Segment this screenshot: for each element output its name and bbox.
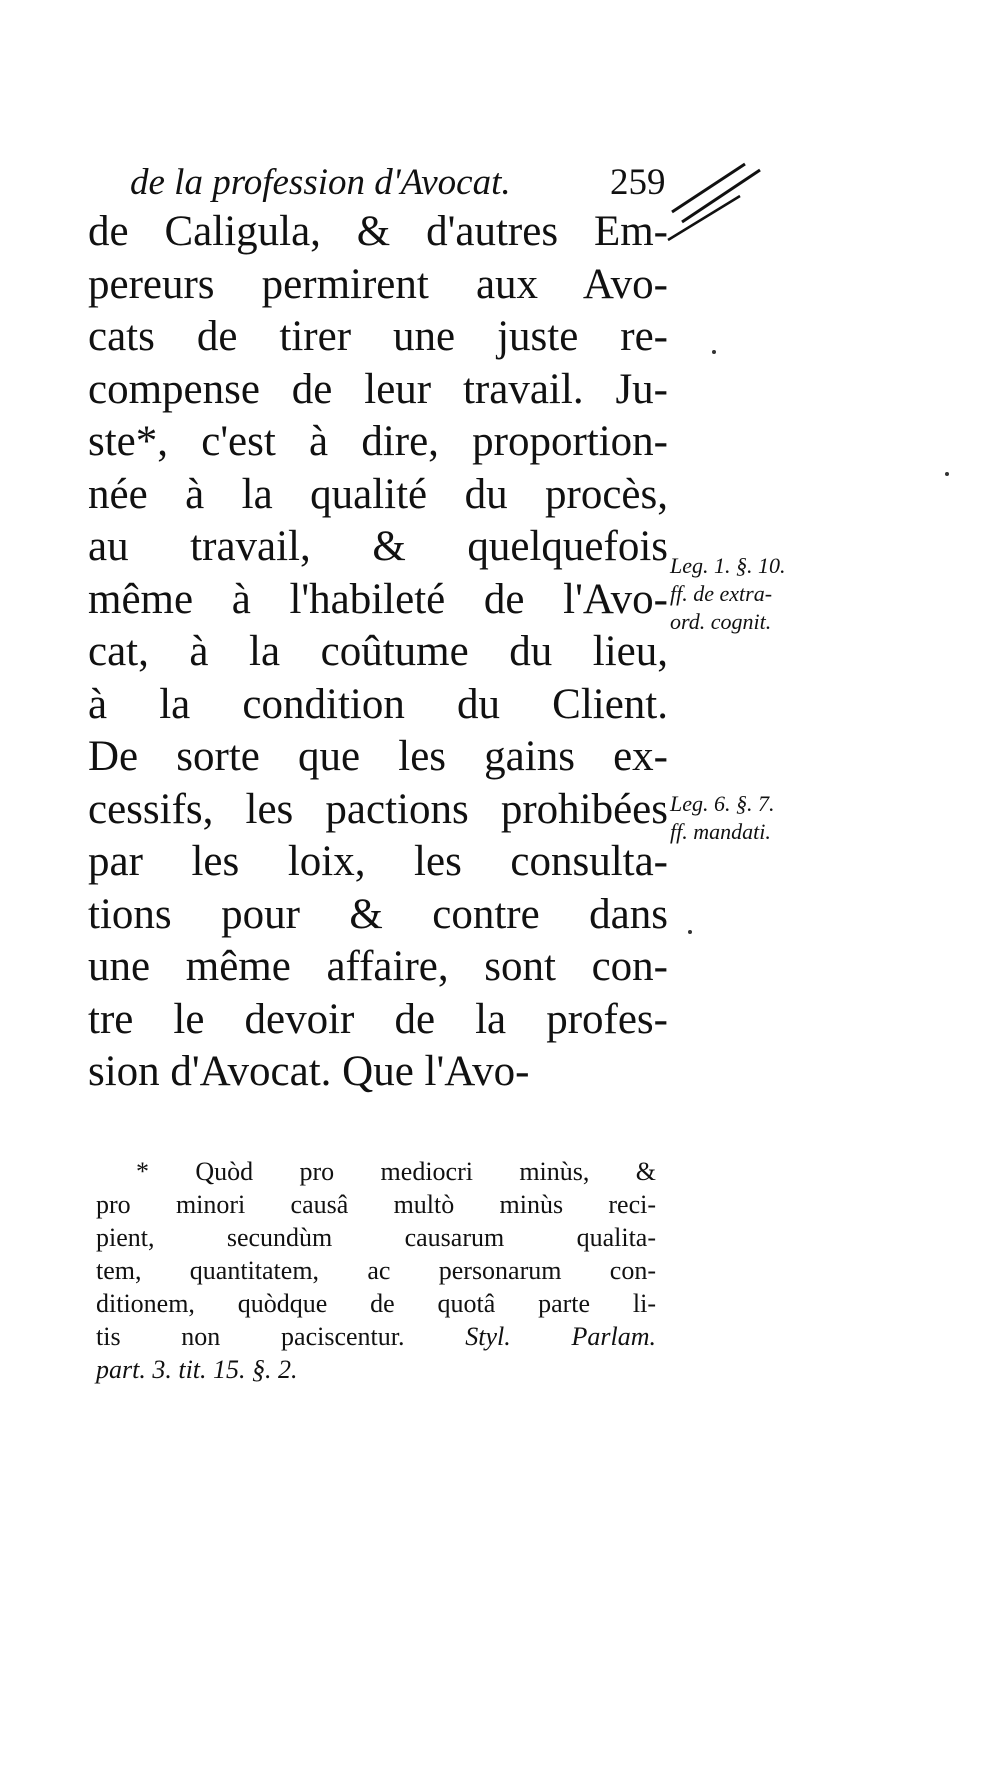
body-line: cat, à la coûtume du lieu, bbox=[88, 628, 668, 675]
footnote-text: tis non paciscentur. bbox=[96, 1322, 405, 1351]
marginal-note-legal-citation bbox=[670, 552, 860, 636]
marginal-note-legal-citation bbox=[670, 790, 860, 846]
body-line: née à la qualité du procès, bbox=[88, 470, 668, 518]
footnote-line: tem, quantitatem, ac personarum con- bbox=[96, 1256, 656, 1285]
footnote-line: * Quòd pro mediocri minùs, & bbox=[136, 1157, 656, 1186]
marginal-note-line: Leg. 6. §. 7. bbox=[670, 791, 775, 816]
ink-speck bbox=[688, 930, 692, 934]
marginal-note-line: Leg. 1. §. 10. bbox=[670, 553, 786, 578]
footnote-line bbox=[96, 1320, 656, 1353]
ink-speck bbox=[945, 472, 949, 476]
running-head bbox=[130, 158, 690, 208]
page-number: 259 bbox=[610, 162, 666, 203]
body-line: cessifs, les pactions prohibées bbox=[88, 785, 668, 833]
body-line: au travail, & quelquefois bbox=[88, 523, 668, 570]
footnote-line: pro minori causâ multò minùs reci- bbox=[96, 1190, 656, 1219]
body-line: sion d'Avocat. Que l'Avo- bbox=[88, 1048, 530, 1095]
body-line: pereurs permirent aux Avo- bbox=[88, 260, 668, 308]
marginal-note-line: ord. cognit. bbox=[670, 609, 772, 634]
body-line: cats de tirer une juste re- bbox=[88, 313, 668, 360]
footnote bbox=[96, 1155, 656, 1386]
marginal-note-line: ff. de extra- bbox=[670, 581, 773, 606]
body-text bbox=[88, 206, 668, 1099]
body-line: à la condition du Client. bbox=[88, 680, 668, 728]
marginal-note-line: ff. mandati. bbox=[670, 819, 771, 844]
body-line: ste*, c'est à dire, proportion- bbox=[88, 418, 668, 465]
footnote-citation-continued: part. 3. tit. 15. §. 2. bbox=[96, 1355, 298, 1384]
running-head-title: de la profession d'Avocat. bbox=[130, 162, 511, 203]
body-line: même à l'habileté de l'Avo- bbox=[88, 575, 668, 623]
pen-stroke-mark bbox=[660, 160, 800, 260]
body-line: compense de leur travail. Ju- bbox=[88, 365, 668, 413]
footnote-citation: Styl. Parlam. bbox=[465, 1322, 656, 1351]
body-line: tions pour & contre dans bbox=[88, 890, 668, 938]
body-line: une même affaire, sont con- bbox=[88, 943, 668, 990]
body-line: tre le devoir de la profes- bbox=[88, 995, 668, 1043]
footnote-line: ditionem, quòdque de quotâ parte li- bbox=[96, 1289, 656, 1318]
body-line: de Caligula, & d'autres Em- bbox=[88, 208, 668, 255]
body-line: par les loix, les consulta- bbox=[88, 838, 668, 885]
ink-speck bbox=[712, 350, 716, 354]
body-line: De sorte que les gains ex- bbox=[88, 733, 668, 780]
footnote-line: pient, secundùm causarum qualita- bbox=[96, 1223, 656, 1252]
